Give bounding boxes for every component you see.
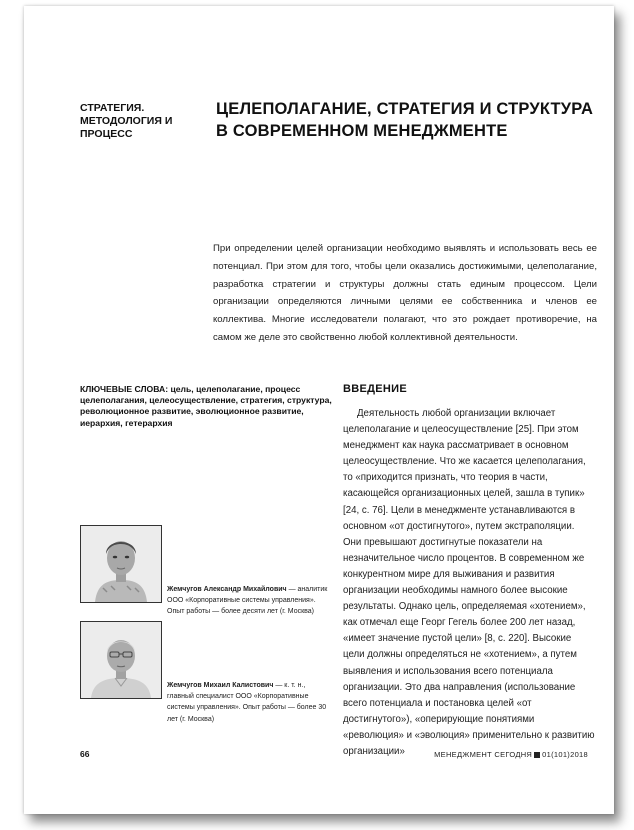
author-portrait-1-icon xyxy=(81,526,161,602)
lead-paragraph: При определении целей организации необходимо выявлять и использовать весь ее потенциал. При этом для того, чтобы цели оказались достижимыми, целеполагание, разработка стратегии и структуры должны стать единым процессом. Цели организации определяются личными целями ее собственника и членов ее коллектива. Многие исследователи полагают, что это рождает противоречие, на самом же деле это свойственно любой коллективной деятельности. xyxy=(213,243,597,343)
author-name-1: Жемчугов Александр Михайлович xyxy=(167,586,287,593)
intro-heading: ВВЕДЕНИЕ xyxy=(343,383,407,395)
keywords-label: КЛЮЧЕВЫЕ СЛОВА: xyxy=(80,384,169,394)
section-rubric: СТРАТЕГИЯ. МЕТОДОЛОГИЯ И ПРОЦЕСС xyxy=(80,102,173,140)
author-name-2: Жемчугов Михаил Калистович xyxy=(167,682,274,689)
keywords-text: цель, целеполагание, процесс целеполагания, целеосуществление, стратегия, структура, революционное развитие, эволюционное развитие, иерархия, гетерархия xyxy=(80,384,332,428)
article-lead xyxy=(213,240,597,347)
author-caption-2 xyxy=(167,680,329,725)
magazine-page xyxy=(24,6,614,814)
author-photo-2 xyxy=(80,621,162,699)
author-caption-1 xyxy=(167,584,329,618)
intro-body xyxy=(343,406,595,760)
author-info-1: — аналитик ООО «Корпоративные системы управления». Опыт работы — более десяти лет (г. Москва) xyxy=(167,586,328,616)
author-info-2: — к. т. н., главный специалист ООО «Корпоративные системы управления». Опыт работы — более 30 лет (г. Москва) xyxy=(167,682,327,723)
keywords-block xyxy=(80,384,342,429)
author-portrait-2-icon xyxy=(81,622,161,698)
square-separator-icon xyxy=(534,752,540,758)
journal-issue: 01(101)2018 xyxy=(542,750,588,759)
page-number: 66 xyxy=(80,749,90,759)
page-footer xyxy=(434,750,588,759)
author-photo-1 xyxy=(80,525,162,603)
journal-name: МЕНЕДЖМЕНТ СЕГОДНЯ xyxy=(434,750,533,759)
intro-paragraph: Деятельность любой организации включает целеполагание и целеосуществление [25]. При этом менеджмент как наука рассматривает в основном целеосуществление. Что же касается целеполагания, то «приходится признать, что теория в части, касающейся организационных целей, зашла в тупик» [24, с. 76]. Цели в менеджменте устанавливаются в основном «от достигнутого», путем экстраполяции. Они превышают достигнутые показатели на незначительное число процентов. В современном же конкурентном мире для выживания и развития организации необходимы намного более высокие результаты. Однако цель, определяемая «хотением», как отмечал еще Георг Гегель более 200 лет назад, «имеет значение пустой цели» [8, с. 220]. Высокие цели должны определяться не «хотением», а путем выявления и использования всего потенциала организации. Это два направления (использование всего потенциала и постановка целей «от достигнутого»), «оперирующие понятиями «революция» и «эволюция» применительно к развитию организации» xyxy=(343,408,595,757)
article-title: ЦЕЛЕПОЛАГАНИЕ, СТРАТЕГИЯ И СТРУКТУРА В СОВРЕМЕННОМ МЕНЕДЖМЕНТЕ xyxy=(216,100,594,140)
